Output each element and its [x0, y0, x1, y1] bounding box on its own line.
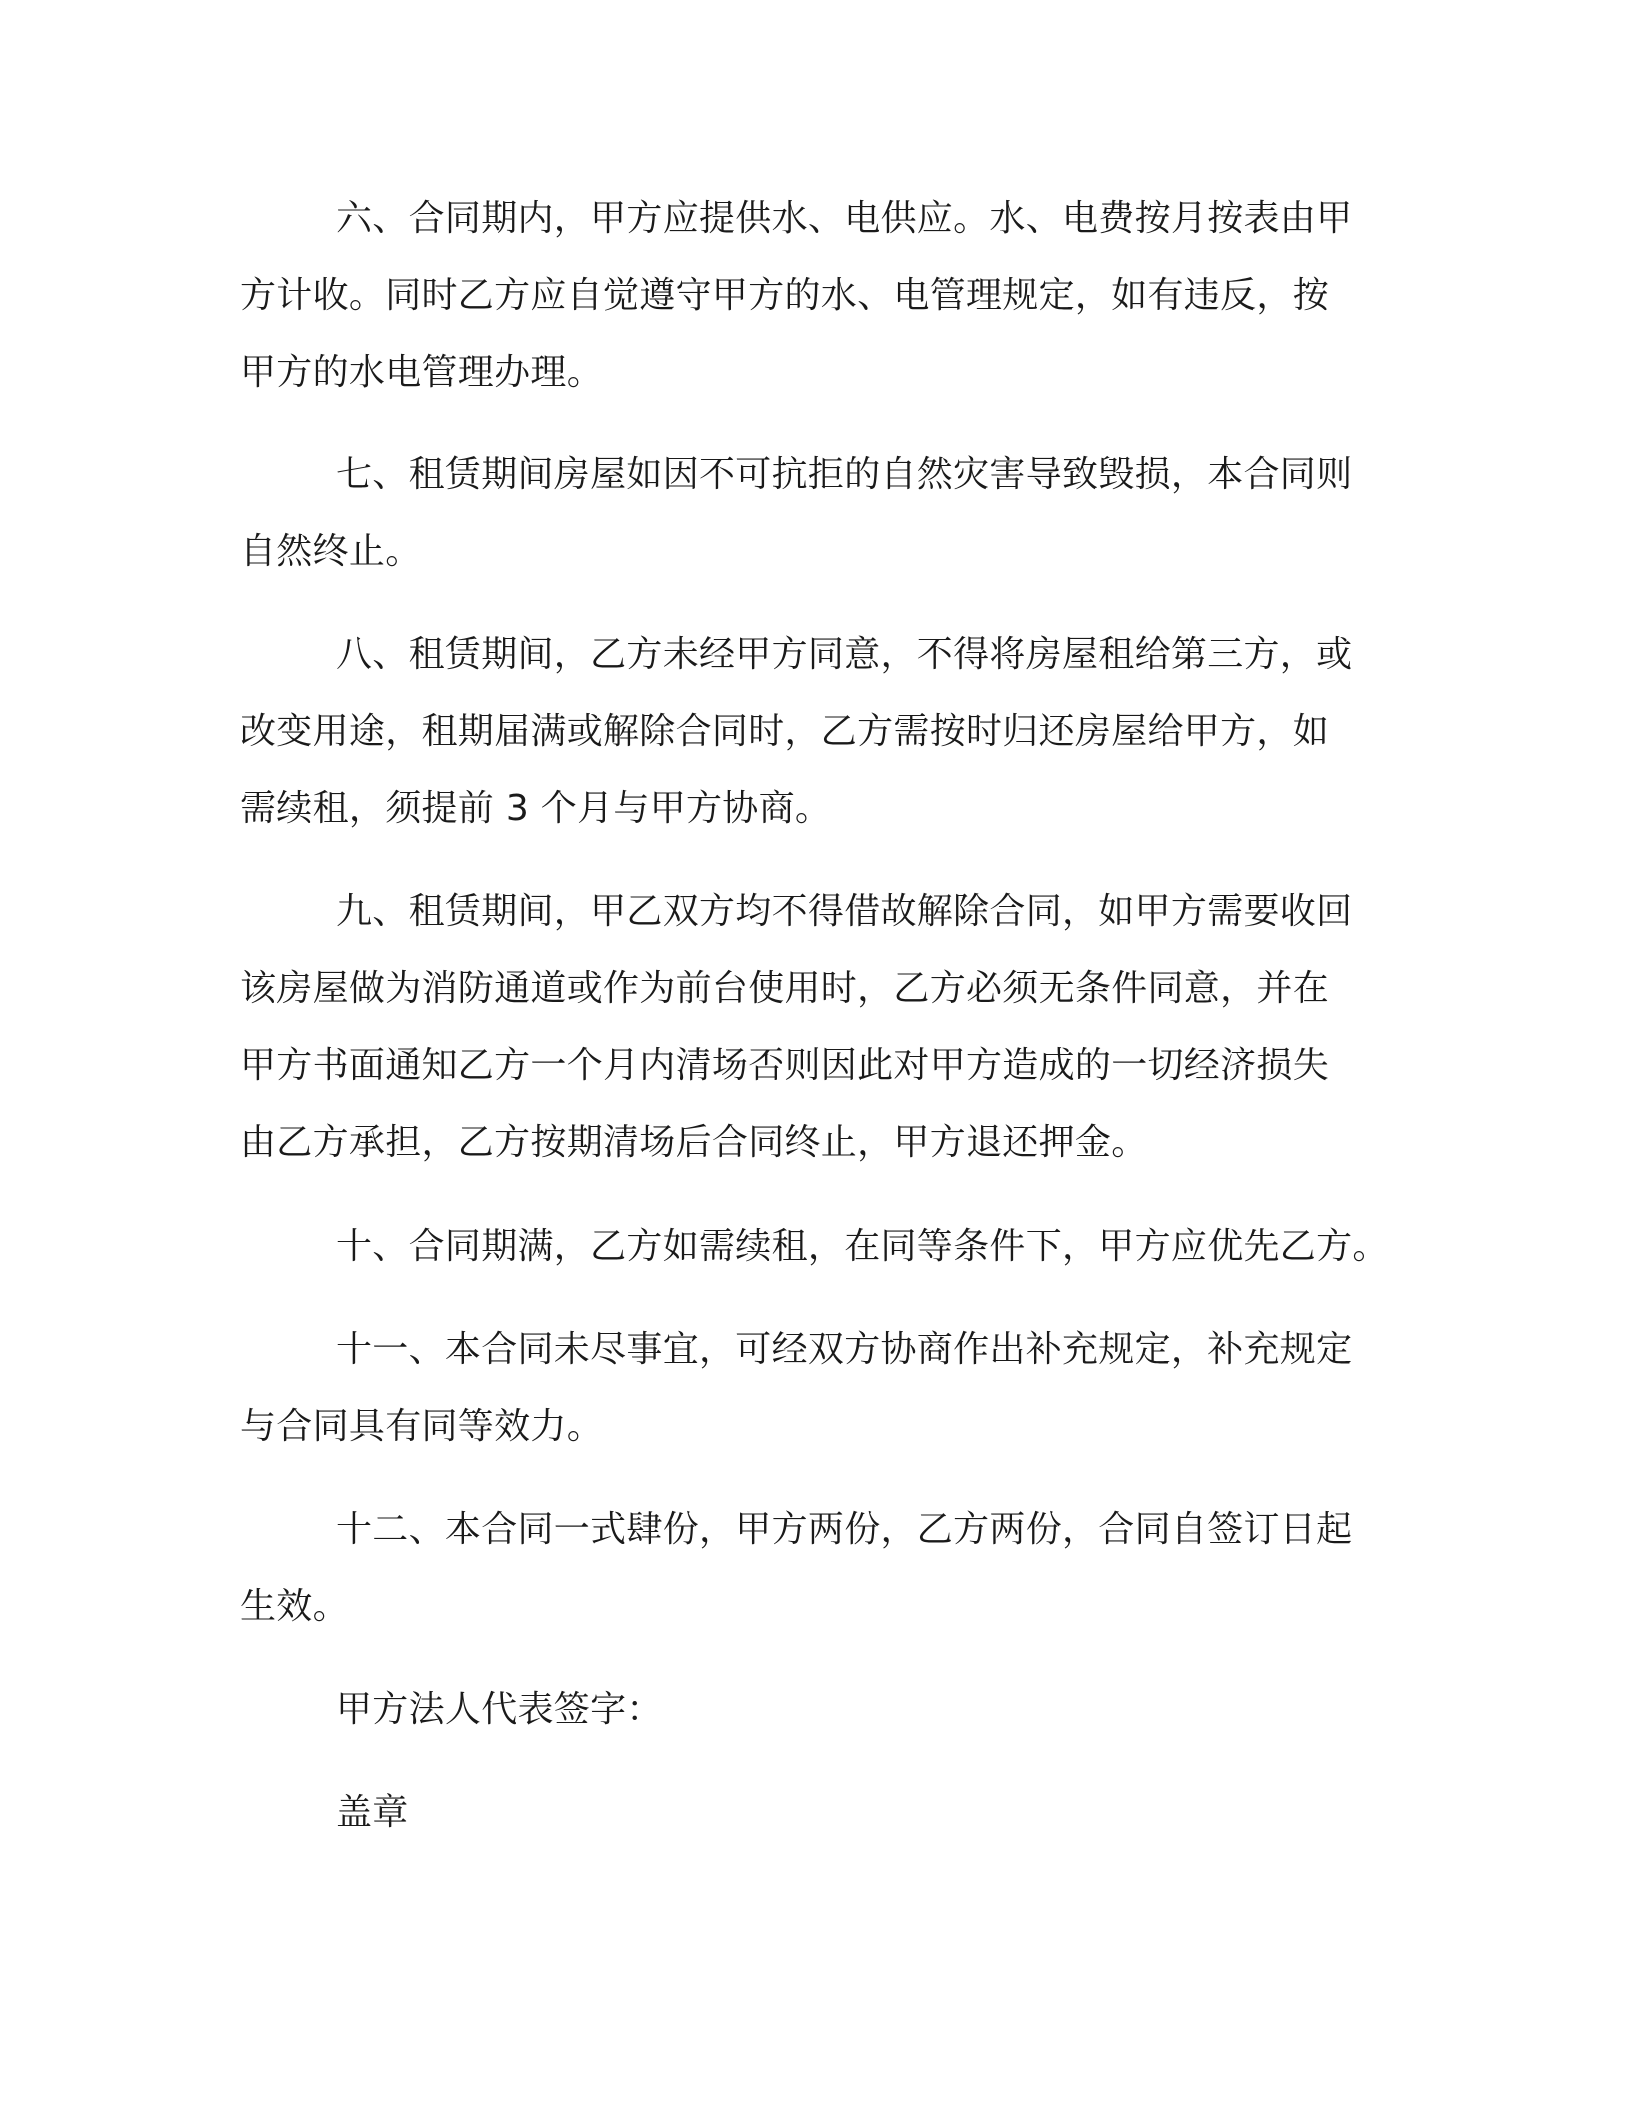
- clause-9-line-4: 由乙方承担，乙方按期清场后合同终止，甲方退还押金。: [240, 1122, 1148, 1163]
- clause-11-line-2: 与合同具有同等效力。: [240, 1406, 604, 1447]
- clause-8-line-1: 八、租赁期间，乙方未经甲方同意，不得将房屋租给第三方，或: [336, 634, 1353, 675]
- clause-6-line-2: 方计收。同时乙方应自觉遵守甲方的水、电管理规定，如有违反，按: [240, 275, 1330, 316]
- seal-label: 盖章: [336, 1792, 409, 1833]
- clause-9-line-2: 该房屋做为消防通道或作为前台使用时，乙方必须无条件同意，并在: [240, 968, 1330, 1009]
- clause-11: [240, 1311, 1390, 1465]
- clause-10-line-1: 十、合同期满，乙方如需续租，在同等条件下，甲方应优先乙方。: [336, 1226, 1389, 1267]
- clause-6-line-1: 六、合同期内，甲方应提供水、电供应。水、电费按月按表由甲: [336, 198, 1353, 239]
- clause-12-line-1: 十二、本合同一式肆份，甲方两份，乙方两份，合同自签订日起: [336, 1509, 1353, 1550]
- clause-7: [240, 436, 1390, 590]
- clause-6-line-3: 甲方的水电管理办理。: [240, 352, 604, 393]
- clause-12: [240, 1491, 1390, 1645]
- clause-7-line-1: 七、租赁期间房屋如因不可抗拒的自然灾害导致毁损，本合同则: [336, 454, 1353, 495]
- clause-9: [240, 873, 1390, 1181]
- clause-10: [240, 1208, 1390, 1285]
- clause-12-line-2: 生效。: [240, 1586, 349, 1627]
- clause-8: [240, 616, 1390, 847]
- clause-9-line-3: 甲方书面通知乙方一个月内清场否则因此对甲方造成的一切经济损失: [240, 1045, 1330, 1086]
- signature-label: 甲方法人代表签字：: [336, 1689, 663, 1730]
- clause-11-line-1: 十一、本合同未尽事宜，可经双方协商作出补充规定，补充规定: [336, 1329, 1353, 1370]
- clause-8-line-3: 需续租，须提前 3 个月与甲方协商。: [240, 788, 832, 829]
- clause-9-line-1: 九、租赁期间，甲乙双方均不得借故解除合同，如甲方需要收回: [336, 891, 1353, 932]
- clause-6: [240, 180, 1390, 411]
- clause-7-line-2: 自然终止。: [240, 531, 422, 572]
- clause-8-line-2: 改变用途，租期届满或解除合同时，乙方需按时归还房屋给甲方，如: [240, 711, 1330, 752]
